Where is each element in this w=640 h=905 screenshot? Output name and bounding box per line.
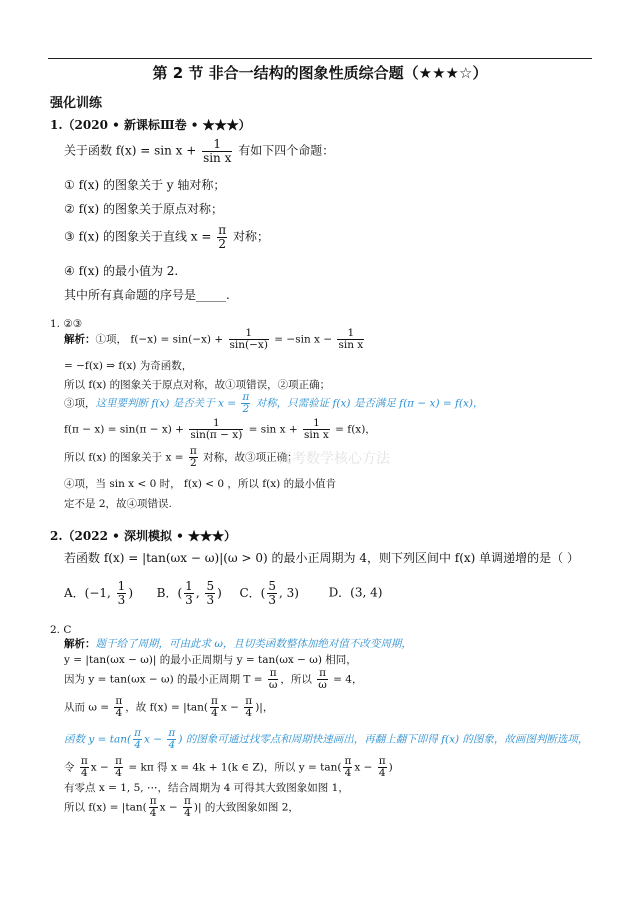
a2-answer: 2. C — [50, 624, 72, 636]
a2-l4-c: x − — [220, 701, 243, 714]
a2-line-2: y = |tan(ωx − ω)| 的最小正周期与 y = tan(ωx − ω) 相同， — [64, 654, 357, 666]
a2-line-8 — [64, 796, 299, 819]
a2-l6-e: x − — [354, 761, 376, 774]
q2-optB-frac-2 — [205, 580, 215, 606]
q1-stem-den: sin x — [203, 150, 232, 165]
a2-line-4 — [64, 696, 273, 719]
a2-l6-f: ) — [388, 761, 393, 774]
a2-l1-label: 解析： — [64, 638, 96, 650]
q1-stem — [64, 138, 334, 164]
a1-l1-frac-2 — [337, 328, 364, 351]
a2-l3-a: 因为 y = tan(ωx − ω) 的最小正周期 T = — [64, 673, 266, 686]
a2-l5-frac-2 — [167, 728, 176, 751]
q2-optB-d1: 3 — [185, 592, 193, 607]
a2-l3-d2: ω — [318, 679, 327, 692]
a2-l6-frac-1 — [80, 756, 89, 779]
q2-option-c — [239, 579, 299, 607]
header-rule — [48, 58, 592, 59]
q1-p3-fraction — [217, 224, 227, 250]
a2-l4-frac-1 — [114, 696, 123, 719]
a2-l6-d2: 4 — [115, 767, 122, 780]
a1-line-1 — [64, 328, 366, 351]
a1-l4-c: 对称，只需验证 f(x) 是否满足 f(π − x) = f(x)， — [252, 397, 484, 410]
a2-l8-b: x − — [159, 801, 181, 814]
a1-l4-d: 2 — [242, 403, 250, 416]
a2-l4-n2: π — [210, 695, 218, 707]
a2-l8-d2: 4 — [184, 807, 191, 820]
a2-l4-n: π — [115, 695, 123, 707]
q2-options — [64, 580, 382, 606]
a2-l3-c: = 4， — [329, 673, 363, 686]
q1-p3-num: π — [218, 223, 227, 237]
page-title: 第 2 节 非合一结构的图象性质综合题（★★★☆） — [152, 64, 488, 82]
q1-proposition-4: ④ f(x) 的最小值为 2. — [64, 264, 179, 278]
q2-optB-a: B．( — [156, 585, 183, 600]
a2-l5-n: π — [134, 727, 141, 739]
q2-optB-n1: 1 — [185, 579, 193, 593]
q2-optC-frac — [267, 580, 277, 606]
a2-l5-b: x − — [144, 733, 166, 746]
a1-l5-a: f(π − x) = sin(π − x) + — [64, 423, 188, 436]
q2-stem: 若函数 f(x) = |tan(ωx − ω)|(ω > 0) 的最小正周期为 4，则下列区间中 f(x) 单调递增的是（ ） — [64, 551, 579, 565]
a2-l4-e: )|， — [255, 701, 274, 714]
a1-l5-d2: sin x — [304, 429, 329, 442]
q2-optA-b: ) — [128, 585, 133, 600]
a2-l8-frac-2 — [183, 796, 192, 819]
a2-l4-d2: 4 — [211, 707, 218, 720]
watermark: 高考数学核心方法 — [278, 451, 390, 467]
a1-l1-n1: 1 — [229, 328, 269, 340]
q2-optC-d: 3 — [268, 592, 276, 607]
a2-l8-frac-1 — [149, 796, 158, 819]
section-heading: 强化训练 — [50, 96, 103, 111]
a2-l5-frac-1 — [133, 728, 142, 751]
a2-line-5 — [64, 728, 588, 751]
a2-l3-frac-2 — [317, 668, 328, 691]
q1-proposition-3 — [64, 224, 269, 250]
q2-option-d: D．(3, 4) — [328, 585, 383, 600]
q1-proposition-2: ② f(x) 的图象关于原点对称； — [64, 202, 223, 216]
a2-l6-frac-2 — [114, 756, 123, 779]
q1-stem-b: 有如下四个命题： — [234, 143, 335, 158]
a2-l5-d2: 4 — [168, 739, 176, 752]
a1-l1-label: 解析： — [64, 333, 96, 346]
a2-l1-b: 题干给了周期，可由此求 ω，且切类函数整体加绝对值不改变周期， — [95, 638, 412, 650]
q1-stem-a: 关于函数 f(x) = sin x + — [64, 143, 201, 158]
a1-line-2: = −f(x) ⇒ f(x) 为奇函数， — [64, 360, 193, 372]
a2-l8-n2: π — [184, 795, 191, 807]
a1-l6-d: 2 — [190, 457, 197, 470]
q1-ask: 其中所有真命题的序号是_____. — [64, 288, 230, 302]
q2-option-b — [156, 579, 222, 607]
a2-line-3 — [64, 668, 362, 691]
a2-l6-d4: 4 — [378, 767, 386, 780]
a2-l4-d3: 4 — [245, 707, 253, 720]
a2-l6-n2: π — [115, 755, 123, 767]
a2-l5-a: 函数 y = tan( — [64, 733, 132, 746]
a2-l6-n3: π — [344, 755, 352, 767]
a1-line-8: 定不是 2，故④项错误. — [64, 498, 172, 510]
a1-l5-frac-2 — [303, 418, 330, 441]
a1-l4-n: π — [242, 391, 250, 403]
q1-p3-b: 对称； — [229, 229, 269, 244]
a2-l8-n: π — [149, 795, 157, 807]
q2-option-a — [64, 579, 133, 607]
a2-line-7: 有零点 x = 1, 5, ⋯，结合周期为 4 可得其大致图象如图 1， — [64, 782, 349, 794]
a2-l6-n: π — [80, 755, 88, 767]
a2-l6-d: 4 — [80, 767, 88, 780]
a2-l5-c: ) 的图象可通过找零点和周期快速画出，再翻上翻下即得 f(x) 的图象，故画图判断选项， — [178, 733, 589, 746]
q2-optA-n: 1 — [117, 579, 126, 593]
q2-optA-a: A．(−1, — [64, 585, 115, 600]
q2-source: 2.（2022 • 深圳模拟 • ★★★） — [50, 529, 236, 543]
a2-l3-b: ，所以 — [280, 673, 316, 686]
a1-line-4 — [64, 392, 484, 415]
a1-l1-frac-1 — [229, 328, 269, 351]
a2-l5-d: 4 — [134, 739, 141, 752]
a2-l4-frac-3 — [244, 696, 253, 719]
q2-optC-a: C．( — [239, 585, 266, 600]
a2-l3-n2: π — [319, 667, 326, 679]
q2-optB-n2: 5 — [206, 579, 215, 593]
q1-p3-a: ③ f(x) 的图象关于直线 x = — [64, 229, 216, 244]
a1-l6-n: π — [189, 445, 197, 457]
q2-optA-frac — [117, 580, 127, 606]
a1-l1-b: ①项， f(−x) = sin(−x) + — [95, 333, 227, 346]
a2-l6-frac-4 — [378, 756, 387, 779]
a2-l5-n2: π — [168, 727, 176, 739]
a2-l6-frac-3 — [343, 756, 352, 779]
q2-optB-frac-1 — [184, 580, 194, 606]
a1-l4-frac — [241, 392, 250, 415]
a2-l4-n3: π — [245, 695, 253, 707]
a1-answer: 1. ②③ — [50, 318, 83, 330]
q1-proposition-1: ① f(x) 的图象关于 y 轴对称； — [64, 178, 226, 192]
a2-l4-a: 从而 ω = — [64, 701, 113, 714]
a2-l8-d: 4 — [149, 807, 157, 820]
a1-l5-c: = f(x)， — [331, 423, 376, 436]
a1-l1-d2: sin x — [338, 339, 364, 352]
q2-optB-b: ) — [217, 585, 222, 600]
q2-optB-d2: 3 — [206, 592, 215, 607]
a1-l1-c: = −sin x − — [270, 333, 336, 346]
a2-l4-b: ，故 f(x) = |tan( — [125, 701, 208, 714]
a2-l8-a: 所以 f(x) = |tan( — [64, 801, 147, 814]
q1-stem-num: 1 — [202, 138, 232, 152]
q1-source: 1.（2020 • 新课标Ⅲ卷 • ★★★） — [50, 118, 251, 132]
a2-l6-n4: π — [378, 755, 386, 767]
a1-l5-frac-1 — [189, 418, 243, 441]
a2-line-6 — [64, 756, 393, 779]
q2-optA-d: 3 — [117, 592, 126, 607]
a2-l4-d: 4 — [115, 707, 123, 720]
q2-optC-n: 5 — [268, 579, 276, 593]
a1-line-6 — [64, 446, 298, 469]
a2-l4-frac-2 — [210, 696, 219, 719]
a1-line-5 — [64, 418, 376, 441]
q2-optC-b: , 3) — [278, 585, 299, 600]
a2-l3-frac-1 — [268, 668, 279, 691]
a1-l6-b: 对称，故③项正确； — [199, 451, 298, 464]
a2-l8-c: )| 的大致图象如图 2， — [193, 801, 299, 814]
q2-optB-m: , — [195, 585, 204, 600]
a2-l3-n: π — [269, 667, 277, 679]
q1-p3-den: 2 — [218, 236, 226, 251]
a2-l6-a: 令 — [64, 761, 78, 774]
a1-l5-n2: 1 — [303, 418, 330, 430]
q1-stem-fraction — [202, 138, 232, 164]
a1-l5-b: = sin x + — [245, 423, 302, 436]
a2-line-1 — [64, 636, 412, 651]
a2-l6-b: x − — [90, 761, 113, 774]
a1-l5-d1: sin(π − x) — [190, 429, 243, 442]
a1-l5-n1: 1 — [189, 418, 243, 430]
a1-l4-a: ③项， — [64, 397, 96, 410]
a1-l1-n2: 1 — [337, 328, 364, 340]
a2-l6-d3: 4 — [344, 767, 352, 780]
a1-line-7: ④项，当 sin x < 0 时， f(x) < 0 ，所以 f(x) 的最小值肯 — [64, 478, 337, 490]
a1-l6-frac — [189, 446, 198, 469]
a1-l4-b: 这里要判断 f(x) 是否关于 x = — [95, 397, 240, 410]
a1-l6-a: 所以 f(x) 的图象关于 x = — [64, 451, 187, 464]
a2-l3-d: ω — [268, 679, 278, 692]
a1-l1-d1: sin(−x) — [229, 339, 268, 352]
a1-line-3: 所以 f(x) 的图象关于原点对称，故①项错误，②项正确； — [64, 379, 331, 391]
a2-l6-c: = kπ 得 x = 4k + 1(k ∈ Z)，所以 y = tan( — [125, 761, 342, 774]
